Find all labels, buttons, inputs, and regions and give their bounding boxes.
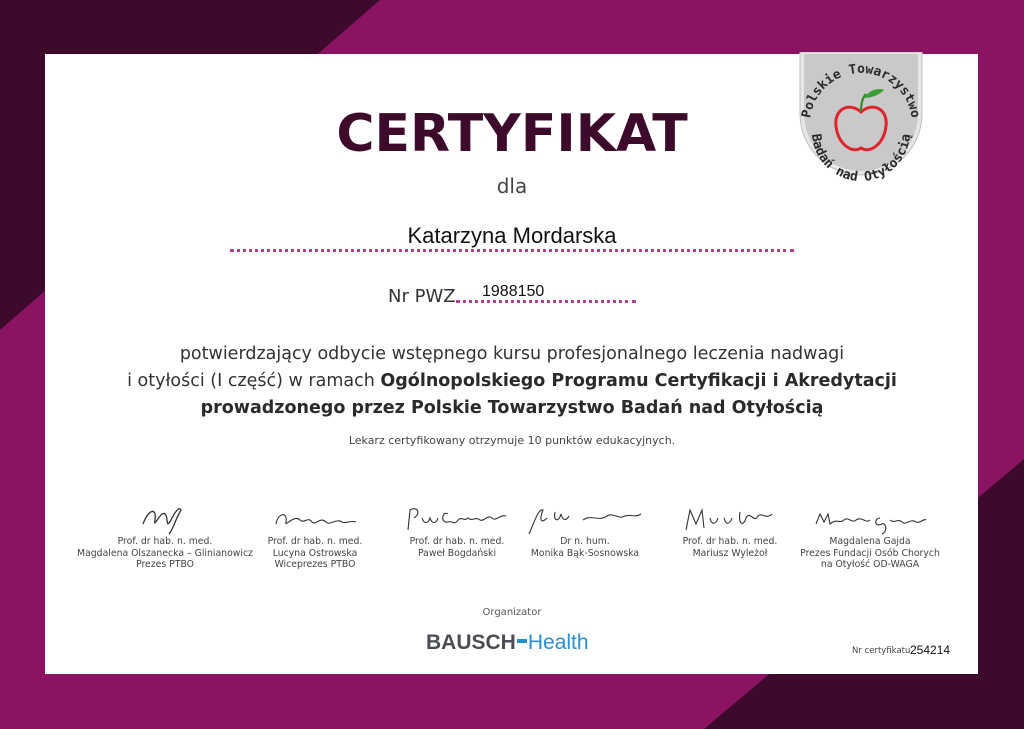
for-label: dla xyxy=(496,174,528,198)
signature-title: Prof. dr hab. n. med. xyxy=(682,536,778,547)
recipient-name: Katarzyna Mordarska xyxy=(407,223,617,248)
handwritten-signature xyxy=(270,500,360,536)
pwz-dotted-line xyxy=(456,300,636,303)
logo-part-health: Health xyxy=(527,631,589,654)
signature-name: Mariusz Wyleżoł xyxy=(692,547,768,559)
bausch-health-logo xyxy=(426,631,589,655)
pwz-number: 1988150 xyxy=(482,283,545,300)
signature-title: Prof. dr hab. n. med. xyxy=(267,536,363,547)
certificate-number: 254214 xyxy=(910,643,951,657)
handwritten-signature xyxy=(810,500,930,536)
name-dotted-line xyxy=(230,249,794,252)
signature-role: Prezes PTBO xyxy=(136,559,194,570)
certificate-title: CERTYFIKAT xyxy=(336,104,688,164)
signature-role: Wiceprezes PTBO xyxy=(274,559,356,570)
seal-text-bottom: Badań nad Otyłością xyxy=(807,133,915,185)
statement-line-3-bold: prowadzonego przez Polskie Towarzystwo Badań nad Otyłością xyxy=(200,398,824,418)
signature-block xyxy=(780,500,960,571)
logo-dash-icon xyxy=(517,639,527,643)
signature-name: Monika Bąk-Sosnowska xyxy=(530,547,640,559)
signature-name: Magdalena Olszanecka – Glinianowicz xyxy=(77,547,253,559)
points-note: Lekarz certyfikowany otrzymuje 10 punktów edukacyjnych. xyxy=(348,434,676,447)
signature-title: Dr n. hum. xyxy=(560,536,610,547)
organizer-label: Organizator xyxy=(482,607,542,618)
pwz-label: Nr PWZ xyxy=(388,286,456,307)
signature-title: Prof. dr hab. n. med. xyxy=(117,536,213,547)
signature-name: Paweł Bogdański xyxy=(417,547,497,559)
certificate-number-label: Nr certyfikatu xyxy=(852,646,911,656)
signature-role: na Otyłość OD-WAGA xyxy=(820,559,920,570)
signatures-row xyxy=(75,500,955,580)
signature-name: Lucyna Ostrowska xyxy=(272,547,358,559)
handwritten-signature xyxy=(525,500,645,536)
signature-title: Magdalena Gajda xyxy=(829,536,911,547)
certificate-statement xyxy=(80,341,944,422)
statement-line-1: potwierdzający odbycie wstępnego kursu profesjonalnego leczenia nadwagi xyxy=(179,344,845,364)
seal-text-top: Polskie Towarzystwo xyxy=(799,62,923,120)
signature-name: Prezes Fundacji Osób Chorych xyxy=(800,547,940,559)
handwritten-signature xyxy=(135,500,195,536)
logo-part-bausch: BAUSCH xyxy=(426,631,516,654)
handwritten-signature xyxy=(680,500,780,536)
statement-line-2-bold: Ogólnopolskiego Programu Certyfikacji i Akredytacji xyxy=(380,371,897,391)
statement-line-2: i otyłości (I część) w ramach xyxy=(127,371,381,391)
signature-title: Prof. dr hab. n. med. xyxy=(409,536,505,547)
